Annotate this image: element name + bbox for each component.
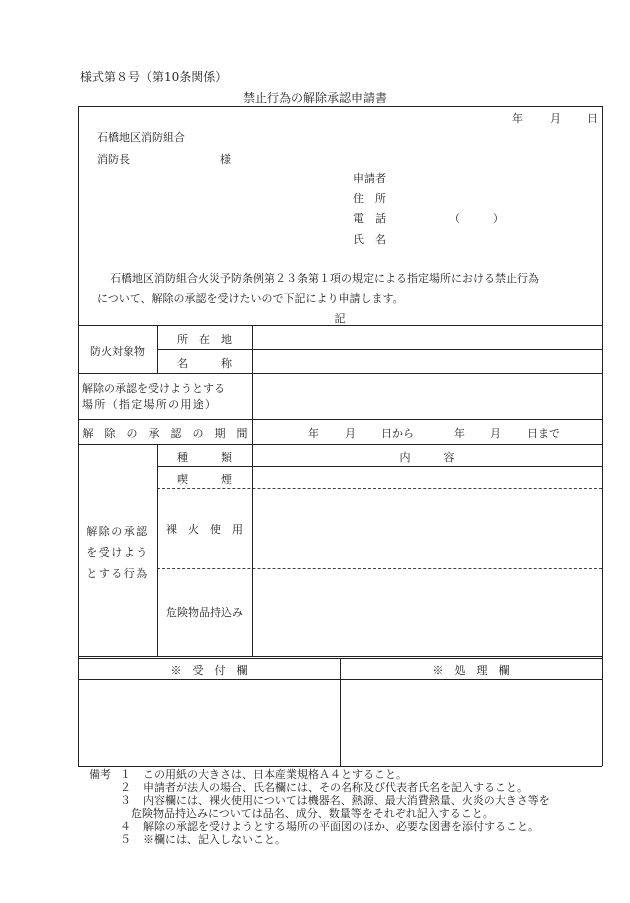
- statement-line2: について、解除の承認を受けたいので下記により申請します。: [97, 292, 404, 305]
- date-month-label: 月: [550, 112, 561, 125]
- note-num-2: ２: [120, 781, 131, 794]
- acts-hazmat-label: 危険物品持込み: [166, 606, 243, 619]
- place-label-line1: 解除の承認を受けようとする: [82, 382, 225, 395]
- note-num-1: １: [120, 768, 131, 781]
- applicant-phone-label: 電 話: [353, 212, 386, 225]
- acts-label-line1: 解除の承認: [86, 525, 149, 538]
- note-text-4: 解除の承認を受けようとする場所の平面図のほか、必要な図書を添付すること。: [143, 820, 539, 833]
- note-num-4: ４: [120, 820, 131, 833]
- receipt-column-header: ※ 受 付 欄: [170, 664, 248, 677]
- ki-label: 記: [334, 312, 346, 325]
- applicant-heading: 申請者: [353, 172, 386, 185]
- acts-label-line3: とする行為: [86, 567, 149, 580]
- note-text-2: 申請者が法人の場合、氏名欄には、その名称及び代表者氏名を記入すること。: [143, 781, 528, 794]
- period-year1: 年: [308, 427, 319, 440]
- applicant-name-label: 氏 名: [353, 233, 386, 246]
- period-from: 日から: [381, 427, 414, 440]
- period-until: 日まで: [527, 427, 560, 440]
- period-month1: 月: [345, 427, 356, 440]
- statement-line1: 石橋地区消防組合火災予防条例第２３条第１項の規定による指定場所における禁止行為: [110, 272, 539, 285]
- acts-smoking-label: 喫 煙: [177, 473, 232, 486]
- period-year2: 年: [454, 427, 465, 440]
- note-text-1: この用紙の大きさは、日本産業規格Ａ４とすること。: [143, 768, 407, 781]
- addressee-honorific: 様: [220, 153, 231, 166]
- acts-open-fire-label: 裸 火 使 用: [166, 523, 243, 536]
- applicant-address-label: 住 所: [353, 192, 386, 205]
- addressee-org: 石橋地区消防組合: [97, 131, 185, 144]
- acts-type-header: 種 類: [177, 451, 232, 464]
- fire-target-label: 防火対象物: [90, 345, 145, 358]
- form-title: 禁止行為の解除承認申請書: [242, 91, 387, 105]
- note-text-5: ※欄には、記入しないこと。: [143, 833, 286, 846]
- process-column-header: ※ 処 理 欄: [432, 664, 510, 677]
- period-month2: 月: [490, 427, 501, 440]
- period-label: 解 除 の 承 認 の 期 間: [82, 427, 248, 440]
- date-year-label: 年: [512, 112, 523, 125]
- acts-content-header: 内 容: [399, 451, 455, 464]
- date-day-label: 日: [587, 112, 598, 125]
- addressee-chief: 消防長: [97, 153, 130, 166]
- note-text-3-cont: 危険物品持込みについては品名、成分、数量等をそれぞれ記入すること。: [131, 807, 494, 820]
- note-text-3: 内容欄には、裸火使用については機器名、熱源、最大消費熱量、火炎の大きさ等を: [143, 794, 550, 807]
- fire-target-location-label: 所 在 地: [177, 333, 232, 346]
- note-num-3: ３: [120, 794, 131, 807]
- applicant-phone-paren: （ ）: [449, 212, 504, 225]
- note-num-5: ５: [120, 833, 131, 846]
- place-label-line2: 場所（指定場所の用途）: [82, 398, 218, 411]
- form-number: 様式第８号（第10条関係）: [80, 70, 228, 84]
- fire-target-name-label: 名 称: [177, 357, 232, 370]
- acts-label-line2: を受けよう: [86, 546, 149, 559]
- notes-label: 備考: [89, 768, 111, 781]
